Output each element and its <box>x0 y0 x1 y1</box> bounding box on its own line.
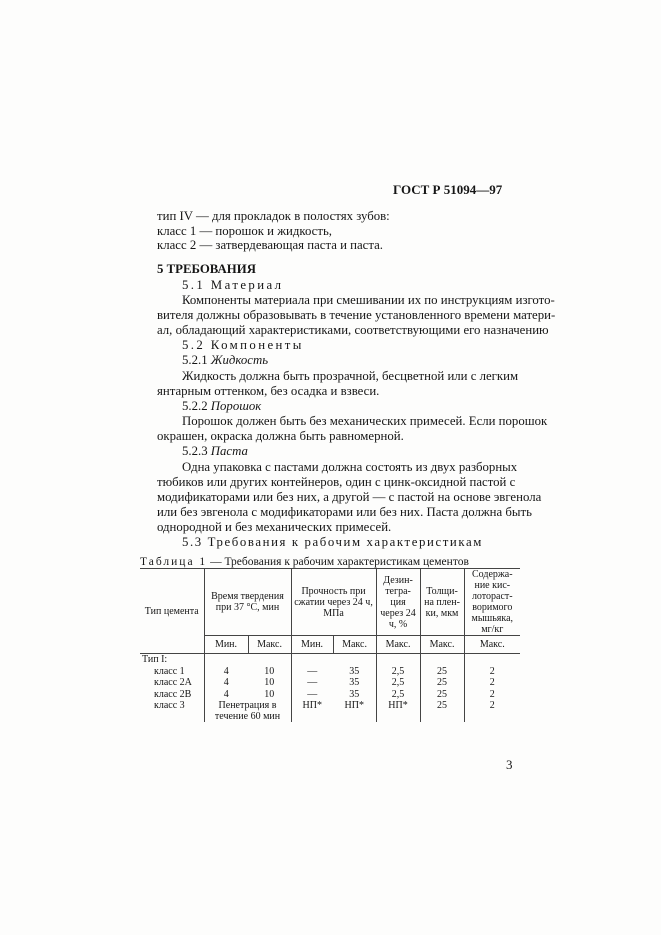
subsection-5-2-title: 5.2 Компоненты <box>182 338 304 352</box>
intro-line-3: класс 2 — затвердевающая паста и паста. <box>157 238 383 252</box>
subsection-5-2-3-title: Паста <box>210 444 248 458</box>
cell-penetration: Пенетрация в течение 60 мин <box>204 700 291 722</box>
cell-strength-max: 35 <box>349 688 360 700</box>
table-row <box>140 700 520 722</box>
header-cement-type: Тип цемента <box>140 569 204 654</box>
cell-strength-max: НП* <box>344 700 364 711</box>
subsection-5-2-3-heading <box>182 443 248 459</box>
paragraph-5-1-line-2: вителя должны образовывать в течение установленного времени матери- <box>157 308 556 322</box>
document-header: ГОСТ Р 51094—97 <box>393 182 503 197</box>
page-number: 3 <box>506 757 513 772</box>
cell-time-max: 10 <box>264 665 275 677</box>
cell-disintegration: НП* <box>376 700 420 722</box>
cell-film: 25 <box>420 677 464 689</box>
cell-disintegration: 2,5 <box>376 689 420 701</box>
group-label: Тип I: <box>142 654 168 666</box>
paragraph-5-1-line-1: Компоненты материала при смешивании их по инструкциям изгото- <box>182 293 555 307</box>
paragraph-5-2-2-line-1: Порошок должен быть без механических примесей. Если порошок <box>182 414 548 428</box>
subsection-5-2-1-number: 5.2.1 <box>182 353 208 367</box>
subsection-5-2-2-number: 5.2.2 <box>182 399 208 413</box>
cell-arsenic: 2 <box>464 689 520 701</box>
paragraph-5-1-line-3: ал, обладающий характеристиками, соответствующими его назначению <box>157 323 549 337</box>
subheader-max: Макс. <box>420 636 464 654</box>
cell-time-max: 10 <box>264 688 275 700</box>
cell-strength-min: — <box>291 689 333 701</box>
cell-arsenic: 2 <box>464 666 520 678</box>
table-caption-text: — Требования к рабочим характеристикам цементов <box>207 556 469 568</box>
section-title: 5 ТРЕБОВАНИЯ <box>157 262 256 276</box>
cement-requirements-table <box>140 568 520 722</box>
row-name: класс 2В <box>154 688 192 700</box>
table-group-row <box>140 654 520 666</box>
header-film-thickness: Толщи-на плен-ки, мкм <box>420 569 464 636</box>
paragraph-5-2-3-line-5: однородной и без механических примесей. <box>157 520 392 534</box>
cell-time-max: 10 <box>264 677 275 689</box>
cell-disintegration: 2,5 <box>376 666 420 678</box>
cell-strength-max: 35 <box>349 665 360 677</box>
intro-line-1: тип IV — для прокладок в полостях зубов: <box>157 209 390 223</box>
header-arsenic-content: Содержа-ние кис-лотораст-воримого мышьяка, мг/кг <box>464 569 520 636</box>
paragraph-5-2-3-line-4: или без эвгенола с модификаторами или без них. Паста должна быть <box>157 505 532 519</box>
table-row <box>140 677 520 689</box>
header-compressive-strength: Прочность при сжатии через 24 ч, МПа <box>291 569 376 636</box>
subsection-5-2-1-heading <box>182 352 268 368</box>
cell-film: 25 <box>420 666 464 678</box>
subheader-min: Мин. <box>291 636 333 654</box>
paragraph-5-2-1-line-2: янтарным оттенком, без осадка и взвеси. <box>157 384 380 398</box>
row-name: класс 3 <box>154 700 185 711</box>
cell-strength-min: — <box>291 666 333 678</box>
subsection-5-2-2-heading <box>182 398 261 414</box>
cell-film: 25 <box>420 700 464 722</box>
table-row <box>140 689 520 701</box>
header-disintegration: Дезин-тегра-ция через 24 ч, % <box>376 569 420 636</box>
subheader-max: Макс. <box>333 636 376 654</box>
paragraph-5-2-3-line-3: модификаторами или без них, а другой — с пастой на основе эвгенола <box>157 490 542 504</box>
cell-film: 25 <box>420 689 464 701</box>
table-caption <box>140 556 469 568</box>
subheader-min: Мин. <box>204 636 248 654</box>
table-caption-label: Таблица 1 <box>140 556 208 568</box>
cell-time-min: 4 <box>204 666 248 678</box>
subheader-max: Макс. <box>248 636 291 654</box>
paragraph-5-2-2-line-2: окрашен, окраска должна быть равномерной. <box>157 429 404 443</box>
subsection-5-1-title: 5.1 Материал <box>182 278 284 292</box>
cell-strength-max: 35 <box>349 677 360 689</box>
row-name: класс 1 <box>154 665 185 677</box>
cell-time-min: 4 <box>204 677 248 689</box>
subsection-5-2-3-number: 5.2.3 <box>182 444 208 458</box>
paragraph-5-2-3-line-2: тюбиков или других контейнеров, один с цинк-оксидной пастой с <box>157 475 516 489</box>
subsection-5-2-2-title: Порошок <box>210 399 262 413</box>
paragraph-5-2-3-line-1: Одна упаковка с пастами должна состоять из двух разборных <box>182 460 518 474</box>
table-row <box>140 666 520 678</box>
row-name: класс 2А <box>154 677 192 689</box>
intro-line-2: класс 1 — порошок и жидкость, <box>157 224 332 238</box>
header-setting-time: Время твердения при 37 °С, мин <box>204 569 291 636</box>
paragraph-5-2-1-line-1: Жидкость должна быть прозрачной, бесцветной или с легким <box>182 369 519 383</box>
subsection-5-3-title: 5.3 Требования к рабочим характеристикам <box>182 535 483 549</box>
subsection-5-2-1-title: Жидкость <box>210 353 269 367</box>
cell-strength-min: НП* <box>291 700 333 722</box>
cell-disintegration: 2,5 <box>376 677 420 689</box>
subheader-max: Макс. <box>376 636 420 654</box>
cell-strength-min: — <box>291 677 333 689</box>
cell-time-min: 4 <box>204 689 248 701</box>
cell-arsenic: 2 <box>464 700 520 722</box>
cell-arsenic: 2 <box>464 677 520 689</box>
subheader-max: Макс. <box>464 636 520 654</box>
